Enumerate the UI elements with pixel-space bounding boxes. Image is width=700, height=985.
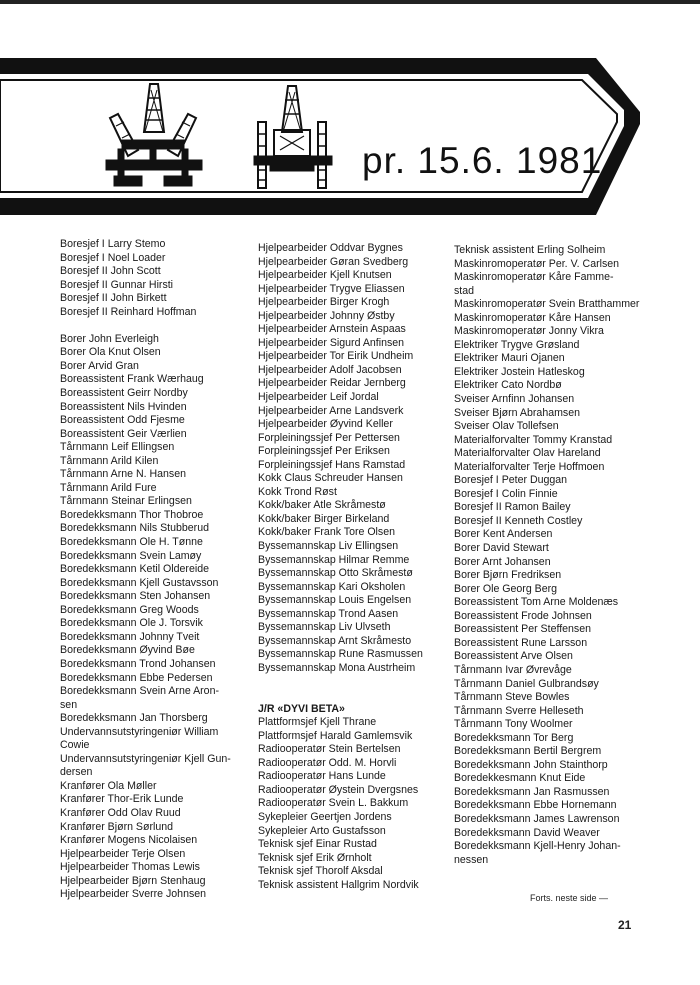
crew-entry: Boresjef II Ramon Bailey xyxy=(454,501,571,514)
crew-entry: Boredekksmann Trond Johansen xyxy=(60,657,216,670)
crew-entry: Borer Arnt Johansen xyxy=(454,555,551,568)
crew-entry: Hjelpearbeider Johnny Østby xyxy=(258,309,395,322)
crew-entry: Teknisk sjef Einar Rustad xyxy=(258,838,377,851)
crew-entry: Borer David Stewart xyxy=(454,542,549,555)
crew-entry: Boredekksmann Jan Thorsberg xyxy=(60,712,208,725)
crew-entry: Byssemannskap Kari Oksholen xyxy=(258,580,406,593)
crew-entry: Hjelpearbeider Oddvar Bygnes xyxy=(258,242,403,254)
crew-entry: Hjelpearbeider Leif Jordal xyxy=(258,391,379,404)
crew-entry: Hjelpearbeider Gøran Svedberg xyxy=(258,255,409,268)
crew-entry: Boreassistent Frank Wærhaug xyxy=(60,373,204,386)
crew-entry: Boredekksmann Svein Lamøy xyxy=(60,549,202,562)
crew-entry: Boreassistent Arve Olsen xyxy=(454,650,573,663)
section-heading: J/R «DYVI BETA» xyxy=(258,702,345,715)
crew-entry: Teknisk sjef Erik Ørnholt xyxy=(258,851,372,864)
crew-entry: Forpleiningssjef Per Pettersen xyxy=(258,431,400,444)
crew-entry: Boreassistent Odd Fjesme xyxy=(60,414,185,427)
crew-entry: Tårnmann Tony Woolmer xyxy=(454,718,573,731)
crew-entry: Maskinromoperatør Kåre Hansen xyxy=(454,311,611,324)
crew-entry: Cowie xyxy=(60,739,90,752)
crew-entry: Kokk/baker Frank Tore Olsen xyxy=(258,526,395,539)
crew-entry: stad xyxy=(454,284,475,297)
crew-entry: Boredekkesmann Knut Eide xyxy=(454,772,586,785)
crew-entry: Hjelpearbeider Sverre Johnsen xyxy=(60,888,207,901)
crew-entry: Borer Bjørn Fredriksen xyxy=(454,569,562,582)
list-spacer xyxy=(258,689,448,703)
crew-entry: Materialforvalter Tommy Kranstad xyxy=(454,433,613,446)
crew-entry: Boredekksmann James Lawrenson xyxy=(454,812,620,825)
crew-entry: Maskinromoperatør Svein Bratthammer xyxy=(454,298,640,311)
crew-entry: Kranfører Ola Møller xyxy=(60,779,157,792)
crew-entry: Hjelpearbeider Thomas Lewis xyxy=(60,861,200,874)
crew-entry: Boredekksmann Svein Arne Aron- xyxy=(60,685,219,698)
crew-entry: Hjelpearbeider Kjell Knutsen xyxy=(258,269,392,282)
crew-entry: Hjelpearbeider Bjørn Stenhaug xyxy=(60,874,206,887)
continued-note: Forts. neste side — xyxy=(530,893,609,903)
crew-entry: Boreassistent Nils Hvinden xyxy=(60,400,187,413)
crew-column-3 xyxy=(454,244,644,867)
crew-entry: Boresjef II Reinhard Hoffman xyxy=(60,305,197,318)
crew-entry: Teknisk assistent Erling Solheim xyxy=(454,244,606,256)
crew-entry: Tårnmann Ivar Øvrevåge xyxy=(454,663,572,676)
page-number: 21 xyxy=(618,918,632,932)
crew-entry: Plattformsjef Harald Gamlemsvik xyxy=(258,729,413,742)
crew-entry: Boreassistent Frode Johnsen xyxy=(454,609,592,622)
crew-entry: Boreassistent Tom Arne Moldenæs xyxy=(454,596,619,609)
crew-entry: Tårnmann Steve Bowles xyxy=(454,691,570,704)
crew-entry: Kranfører Bjørn Sørlund xyxy=(60,820,174,833)
crew-entry: Hjelpearbeider Terje Olsen xyxy=(60,847,186,860)
crew-entry: Boredekksmann Ebbe Pedersen xyxy=(60,671,213,684)
crew-entry: Kranfører Thor-Erik Lunde xyxy=(60,793,184,806)
crew-entry: Hjelpearbeider Adolf Jacobsen xyxy=(258,363,402,376)
crew-entry: Undervannsutstyringeniør Kjell Gun- xyxy=(60,752,231,765)
crew-entry: Boreassistent Geir Værlien xyxy=(60,427,187,440)
crew-entry: Hjelpearbeider Arne Landsverk xyxy=(258,404,404,417)
crew-entry: sen xyxy=(60,698,78,711)
crew-entry: Tårnmann Leif Ellingsen xyxy=(60,441,175,454)
crew-entry: Teknisk assistent Hallgrim Nordvik xyxy=(258,878,419,891)
crew-entry: Boredekksmann Øyvind Bøe xyxy=(60,644,195,657)
crew-entry: Kokk Claus Schreuder Hansen xyxy=(258,472,403,485)
crew-entry: Borer John Everleigh xyxy=(60,332,159,345)
crew-entry: Sveiser Bjørn Abrahamsen xyxy=(454,406,581,419)
crew-entry: Boredekksmann Tor Berg xyxy=(454,731,574,744)
crew-entry: Maskinromoperatør Jonny Vikra xyxy=(454,325,604,338)
crew-entry: Boredekksmann Sten Johansen xyxy=(60,590,211,603)
crew-entry: Sykepleier Arto Gustafsson xyxy=(258,824,386,837)
crew-entry: Hjelpearbeider Øyvind Keller xyxy=(258,418,393,431)
crew-entry: Plattformsjef Kjell Thrane xyxy=(258,716,377,729)
crew-entry: Borer Kent Andersen xyxy=(454,528,553,541)
crew-entry: Byssemannskap Liv Ellingsen xyxy=(258,540,399,553)
crew-entry: Hjelpearbeider Arnstein Aspaas xyxy=(258,323,406,336)
crew-entry: Boresjef I Colin Finnie xyxy=(454,487,558,500)
crew-entry: Boredekksmann Greg Woods xyxy=(60,603,199,616)
crew-entry: Boresjef I Peter Duggan xyxy=(454,474,568,487)
crew-entry: Byssemannskap Louis Engelsen xyxy=(258,594,412,607)
crew-entry: Tårnmann Arild Kilen xyxy=(60,454,159,467)
crew-entry: Radiooperatør Hans Lunde xyxy=(258,770,386,783)
jackup-rig-icon xyxy=(254,86,332,188)
crew-entry: Boreassistent Per Steffensen xyxy=(454,623,592,636)
crew-entry: Byssemannskap Liv Ulvseth xyxy=(258,621,391,634)
crew-entry: Tårnmann Arild Fure xyxy=(60,481,157,494)
crew-entry: Tårnmann Arne N. Hansen xyxy=(60,468,187,481)
crew-entry: Boresjef I Noel Loader xyxy=(60,251,166,264)
crew-entry: Byssemannskap Hilmar Remme xyxy=(258,553,410,566)
crew-entry: Boredekksmann Thor Thobroe xyxy=(60,508,204,521)
crew-entry: Borer Ole Georg Berg xyxy=(454,582,558,595)
crew-entry: Maskinromoperatør Per. V. Carlsen xyxy=(454,257,620,270)
crew-entry: Materialforvalter Terje Hoffmoen xyxy=(454,460,605,473)
crew-entry: Boredekksmann Ole H. Tønne xyxy=(60,536,203,549)
crew-entry: Hjelpearbeider Tor Eirik Undheim xyxy=(258,350,414,363)
crew-entry: Kokk/baker Atle Skråmestø xyxy=(258,499,386,512)
crew-entry: Elektriker Mauri Ojanen xyxy=(454,352,565,365)
crew-entry: Elektriker Jostein Hatleskog xyxy=(454,365,585,378)
crew-entry: Tårnmann Daniel Gulbrandsøy xyxy=(454,677,599,690)
drilling-rig-icon xyxy=(106,84,202,186)
crew-entry: Boredekksmann Nils Stubberud xyxy=(60,522,209,535)
crew-entry: Byssemannskap Arnt Skråmesto xyxy=(258,634,412,647)
crew-entry: Boresjef II Gunnar Hirsti xyxy=(60,278,174,291)
list-spacer xyxy=(60,319,250,333)
crew-entry: Hjelpearbeider Trygve Eliassen xyxy=(258,282,405,295)
crew-entry: Boredekksmann Ole J. Torsvik xyxy=(60,617,203,630)
crew-entry: Kokk/baker Birger Birkeland xyxy=(258,512,390,525)
crew-entry: Boredekksmann Ketil Oldereide xyxy=(60,563,209,576)
crew-entry: Kranfører Mogens Nicolaisen xyxy=(60,834,198,847)
crew-entry: nessen xyxy=(454,853,489,866)
header-date: pr. 15.6. 1981 xyxy=(362,140,603,181)
crew-entry: Boreassistent Rune Larsson xyxy=(454,636,588,649)
crew-entry: Radiooperatør Øystein Dvergsnes xyxy=(258,783,419,796)
crew-entry: Hjelpearbeider Birger Krogh xyxy=(258,296,390,309)
crew-entry: Forpleiningssjef Hans Ramstad xyxy=(258,458,406,471)
crew-entry: Boredekksmann Johnny Tveit xyxy=(60,630,200,643)
crew-entry: Boredekksmann David Weaver xyxy=(454,826,600,839)
crew-entry: Boredekksmann Jan Rasmussen xyxy=(454,785,610,798)
crew-entry: Radiooperatør Svein L. Bakkum xyxy=(258,797,409,810)
crew-entry: Boredekksmann Ebbe Hornemann xyxy=(454,799,617,812)
crew-entry: Maskinromoperatør Kåre Famme- xyxy=(454,271,614,284)
crew-entry: Materialforvalter Olav Hareland xyxy=(454,447,601,460)
crew-entry: Boresjef II John Birkett xyxy=(60,292,167,305)
crew-entry: Byssemannskap Rune Rasmussen xyxy=(258,648,423,661)
crew-entry: Boresjef II Kenneth Costley xyxy=(454,514,583,527)
crew-entry: Radiooperatør Stein Bertelsen xyxy=(258,743,401,756)
list-spacer xyxy=(258,676,448,690)
crew-entry: Elektriker Cato Nordbø xyxy=(454,379,562,392)
crew-column-1 xyxy=(60,238,250,902)
crew-entry: Forpleiningssjef Per Eriksen xyxy=(258,445,390,458)
crew-entry: Elektriker Trygve Grøsland xyxy=(454,338,580,351)
crew-entry: Byssemannskap Trond Aasen xyxy=(258,607,399,620)
crew-entry: Radiooperatør Odd. M. Horvli xyxy=(258,756,397,769)
crew-column-2 xyxy=(258,242,448,892)
crew-entry: Hjelpearbeider Reidar Jernberg xyxy=(258,377,406,390)
crew-entry: Byssemannskap Mona Austrheim xyxy=(258,661,416,674)
crew-entry: Teknisk sjef Thorolf Aksdal xyxy=(258,865,383,878)
crew-entry: Tårnmann Sverre Helleseth xyxy=(454,704,584,717)
crew-entry: Kranfører Odd Olav Ruud xyxy=(60,806,181,819)
crew-entry: Kokk Trond Røst xyxy=(258,485,337,498)
crew-entry: Boredekksmann John Stainthorp xyxy=(454,758,608,771)
crew-entry: Borer Arvid Gran xyxy=(60,359,139,372)
crew-entry: Borer Ola Knut Olsen xyxy=(60,346,161,359)
crew-entry: Boredekksmann Bertil Bergrem xyxy=(454,745,602,758)
crew-entry: Boreassistent Geirr Nordby xyxy=(60,387,188,400)
crew-entry: Sykepleier Geertjen Jordens xyxy=(258,810,392,823)
crew-entry: dersen xyxy=(60,766,93,779)
crew-entry: Undervannsutstyringeniør William xyxy=(60,725,219,738)
crew-entry: Tårnmann Steinar Erlingsen xyxy=(60,495,192,508)
crew-entry: Boredekksmann Kjell Gustavsson xyxy=(60,576,219,589)
crew-entry: Boresjef I Larry Stemo xyxy=(60,238,166,250)
crew-entry: Boresjef II John Scott xyxy=(60,265,161,278)
crew-entry: Sveiser Arnfinn Johansen xyxy=(454,393,575,406)
crew-entry: Boredekksmann Kjell-Henry Johan- xyxy=(454,840,621,853)
crew-entry: Hjelpearbeider Sigurd Anfinsen xyxy=(258,336,405,349)
header-banner xyxy=(0,0,700,230)
crew-entry: Byssemannskap Otto Skråmestø xyxy=(258,567,413,580)
crew-entry: Sveiser Olav Tollefsen xyxy=(454,420,559,433)
